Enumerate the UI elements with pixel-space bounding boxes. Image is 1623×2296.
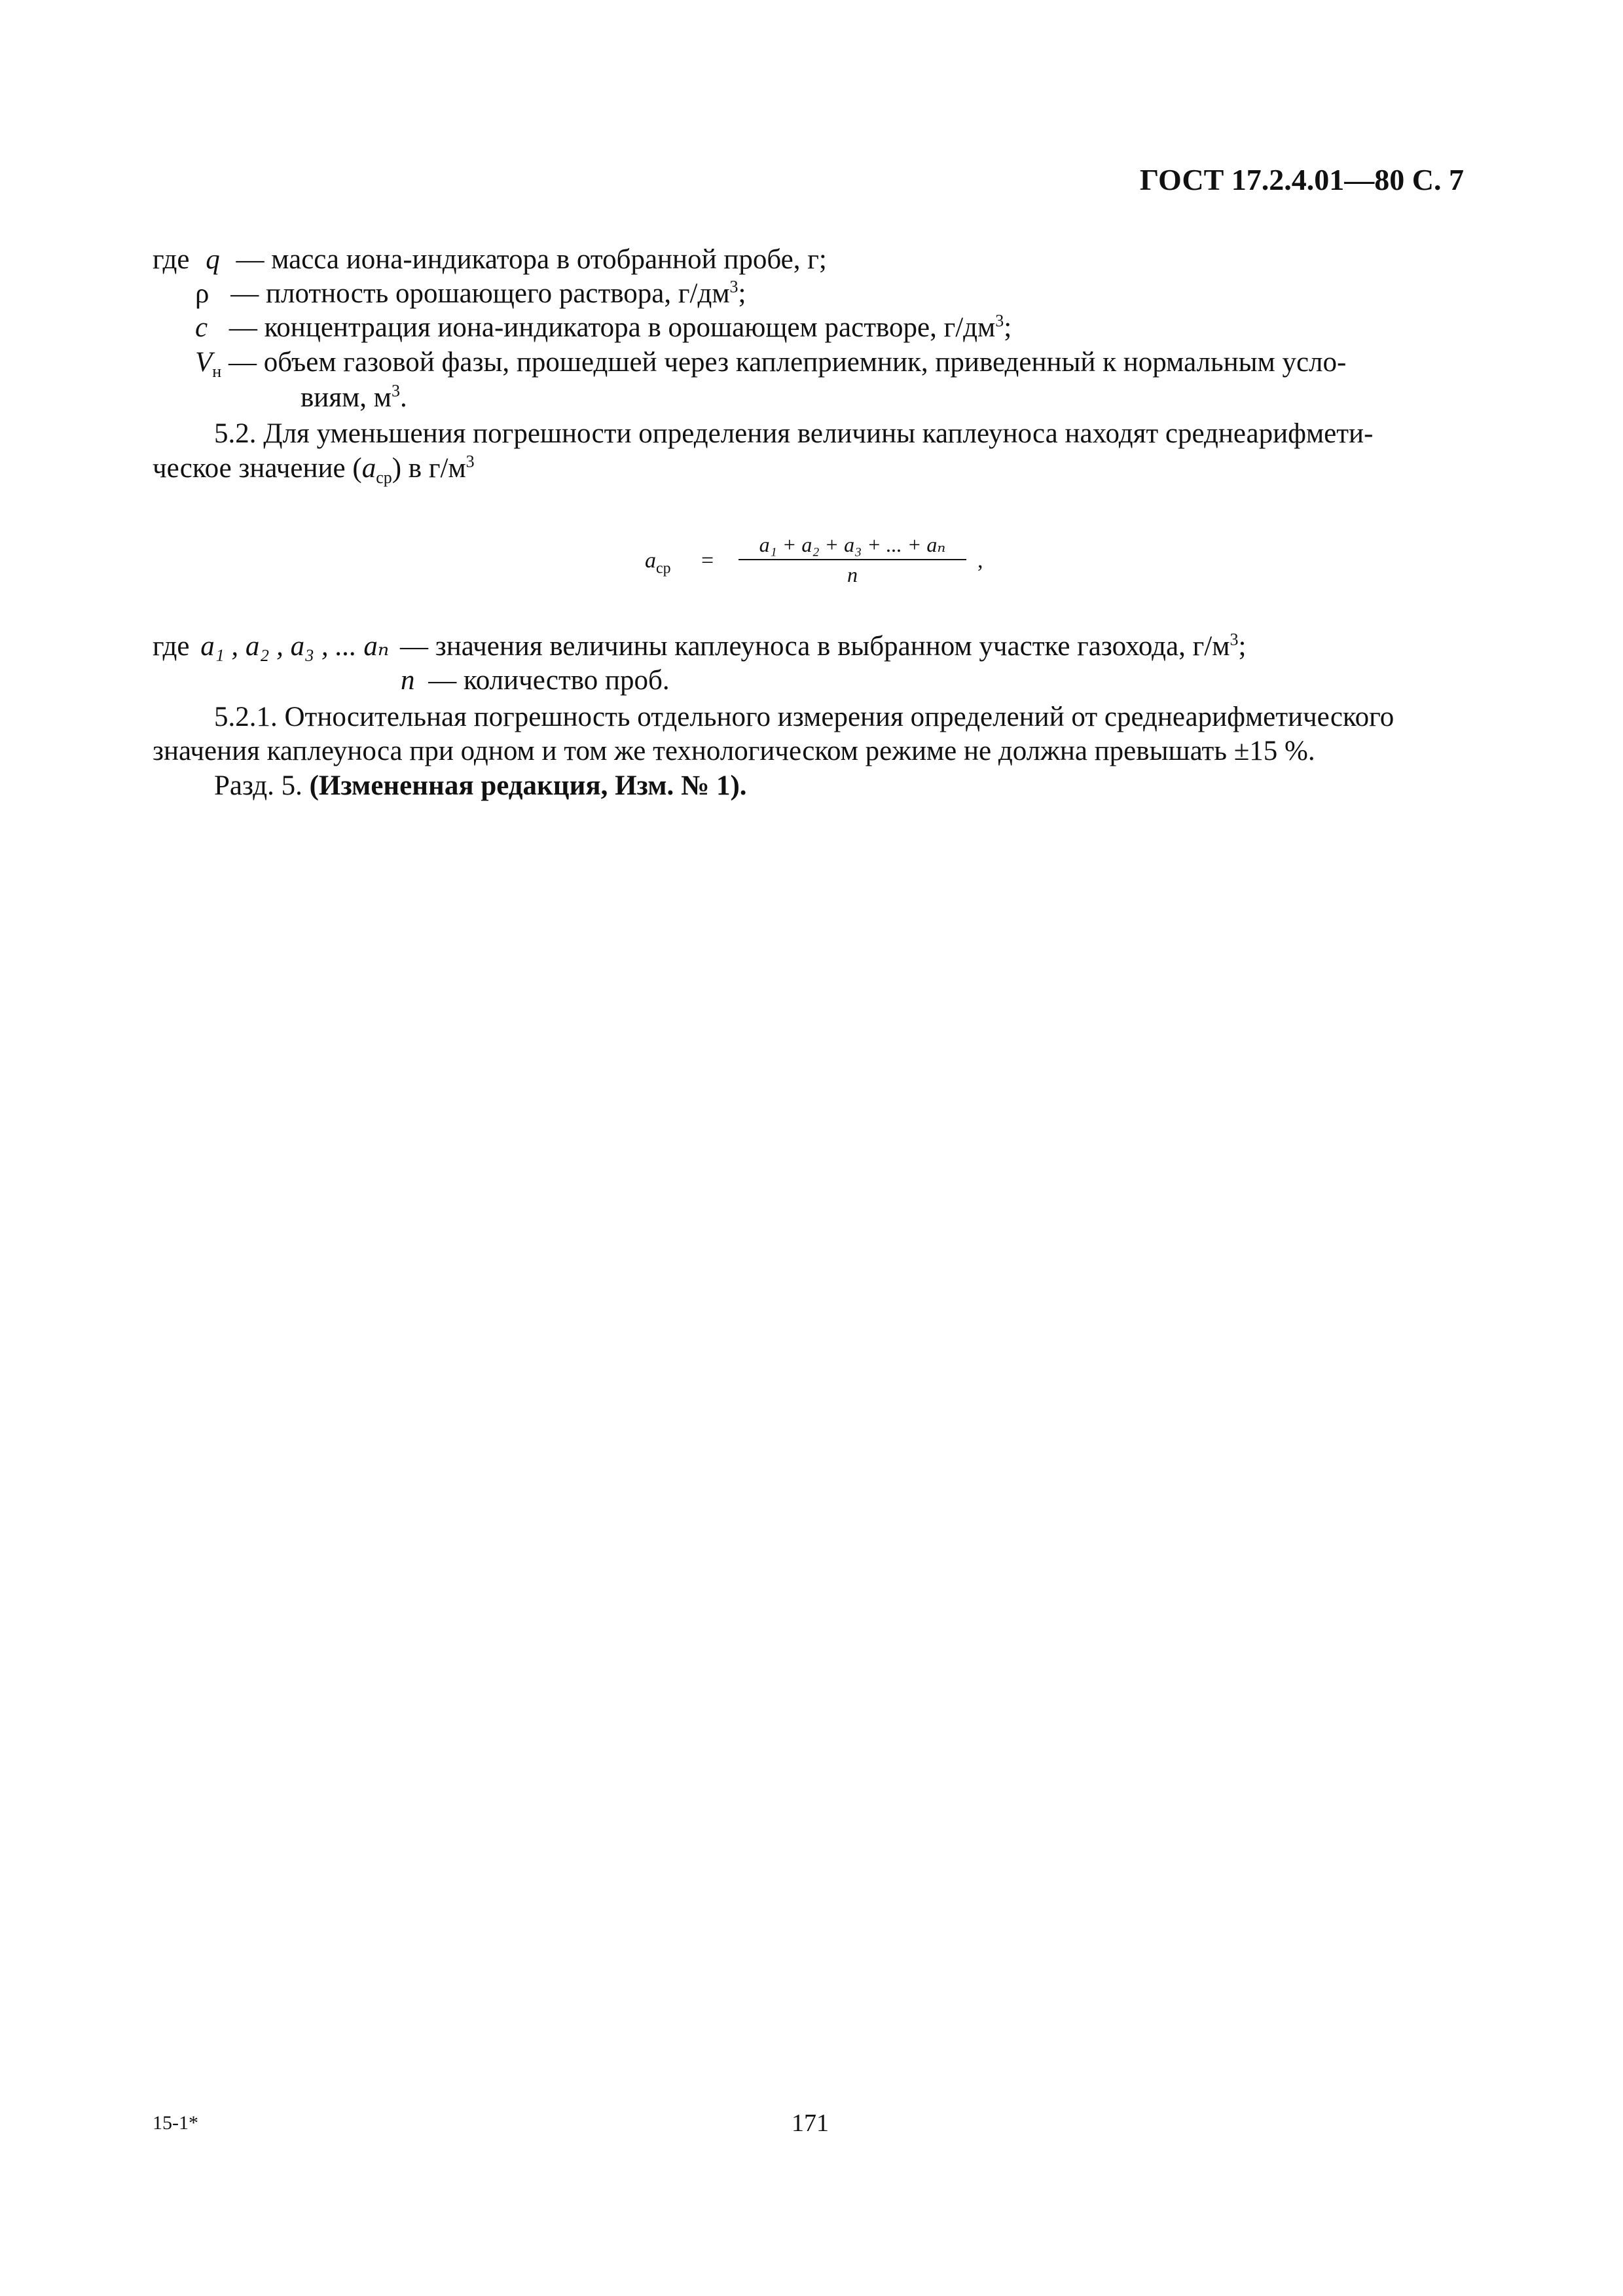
punctuation: . (400, 382, 407, 413)
definition-v-continuation (301, 381, 407, 415)
definition-text: — количество проб. (428, 665, 670, 696)
definition-c (195, 311, 1012, 345)
subscript: ср (656, 560, 671, 577)
symbol-a: a (645, 548, 656, 573)
note-prefix: Разд. 5. (214, 770, 310, 801)
paragraph-5-2-1-line1: 5.2.1. Относительная погрешность отдельного измерения определений от среднеарифметического (214, 702, 1395, 732)
definition-v (195, 346, 1346, 380)
symbol-q: q (206, 244, 220, 275)
footer-left-mark: 15-1* (153, 2112, 198, 2134)
symbol-c: c (195, 312, 208, 343)
revision-note (214, 769, 747, 803)
where-prefix: где (153, 244, 190, 275)
symbol-v: V (195, 347, 213, 378)
definition-text: — плотность орошающего раствора, г/дм (230, 278, 730, 309)
formula-equals: = (701, 548, 714, 573)
formula-comma: , (977, 548, 983, 573)
paragraph-5-2-1-line2: значения каплеуноса при одном и том же технологическом режиме не должна превышать ±15 %. (153, 736, 1315, 766)
superscript: 3 (1230, 630, 1239, 649)
page-number: 171 (792, 2109, 829, 2137)
where-prefix: где (153, 631, 190, 662)
fraction-bar (739, 559, 966, 560)
note-bold: (Измененная редакция, Изм. № 1). (309, 770, 747, 801)
definition-text: — концентрация иона-индикатора в орошающем растворе, г/дм (228, 312, 996, 343)
formula-lhs (645, 548, 671, 577)
page-header: ГОСТ 17.2.4.01—80 С. 7 (1139, 163, 1464, 196)
subscript: ср (376, 468, 392, 488)
formula-denominator: n (847, 563, 858, 586)
subscript: н (212, 362, 222, 382)
superscript: 3 (392, 381, 401, 401)
text: ческое значение ( (153, 453, 362, 484)
text: ) в г/м (392, 453, 466, 484)
symbol-n: n (401, 665, 415, 696)
symbol-rho: ρ (195, 278, 210, 309)
punctuation: ; (738, 278, 746, 309)
where-a-values (153, 630, 1246, 664)
definition-rho (195, 277, 746, 311)
definition-text: — объем газовой фазы, прошедшей через каплеприемник, приведенный к нормальным усло- (228, 347, 1347, 378)
definition-text: — масса иона-индикатора в отобранной пробе, г; (236, 244, 827, 275)
paragraph-5-2-line1: 5.2. Для уменьшения погрешности определения величины каплеуноса находят среднеарифмети- (214, 418, 1374, 449)
definition-q (153, 243, 827, 277)
superscript: 3 (465, 452, 475, 471)
where-n (401, 664, 670, 698)
punctuation: ; (1238, 631, 1247, 662)
symbols-a: a₁ , a₂ , a₃ , ... aₙ (200, 631, 390, 662)
formula-fraction (739, 531, 966, 588)
symbol-a: a (361, 453, 376, 484)
definition-text: — значения величины каплеуноса в выбранном участке газохода, г/м (400, 631, 1230, 662)
formula-numerator: a₁ + a₂ + a₃ + ... + aₙ (759, 533, 946, 556)
continuation-text: виям, м (301, 382, 392, 413)
paragraph-5-2-line2 (153, 452, 475, 486)
superscript: 3 (995, 311, 1004, 331)
superscript: 3 (729, 277, 739, 296)
punctuation: ; (1004, 312, 1012, 343)
